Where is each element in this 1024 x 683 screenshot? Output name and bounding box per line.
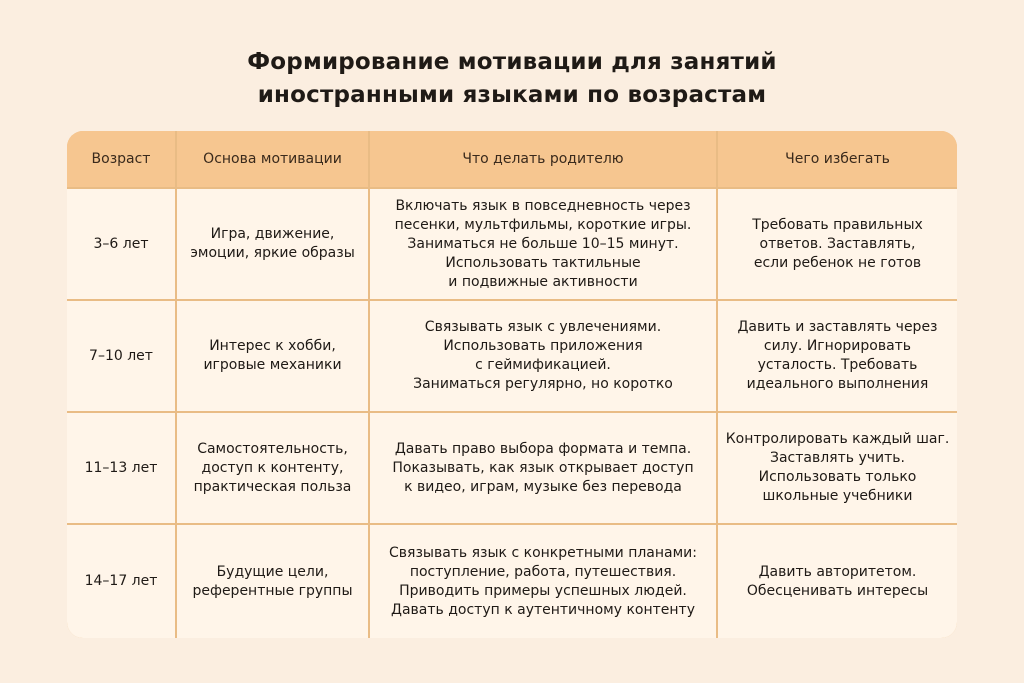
table-row-cell-basis: Будущие цели, референтные группы	[177, 525, 368, 638]
page-title	[0, 46, 1024, 112]
table-row-cell-age: 3–6 лет	[67, 189, 175, 299]
table-row-cell-age: 11–13 лет	[67, 413, 175, 523]
motivation-table	[67, 131, 957, 638]
table-row-cell-todo: Включать язык в повседневность через песенки, мультфильмы, короткие игры. Заниматься не больше 10–15 минут. Использовать тактильные и подвижные активности	[370, 189, 716, 299]
title-line-1: Формирование мотивации для занятий	[247, 49, 777, 75]
table-row-cell-avoid: Требовать правильных ответов. Заставлять, если ребенок не готов	[718, 189, 957, 299]
table-row-cell-avoid: Давить и заставлять через силу. Игнорировать усталость. Требовать идеального выполнения	[718, 301, 957, 411]
table-row-cell-todo: Давать право выбора формата и темпа. Показывать, как язык открывает доступ к видео, играм, музыке без перевода	[370, 413, 716, 523]
header-todo: Что делать родителю	[370, 131, 716, 187]
table-row-cell-avoid: Контролировать каждый шаг. Заставлять учить. Использовать только школьные учебники	[718, 413, 957, 523]
table-row-cell-age: 7–10 лет	[67, 301, 175, 411]
table-row-cell-basis: Интерес к хобби, игровые механики	[177, 301, 368, 411]
header-avoid: Чего избегать	[718, 131, 957, 187]
table-row-cell-todo: Связывать язык с увлечениями. Использовать приложения с геймификацией. Заниматься регулярно, но коротко	[370, 301, 716, 411]
header-basis: Основа мотивации	[177, 131, 368, 187]
table-row-cell-todo: Связывать язык с конкретными планами: поступление, работа, путешествия. Приводить примеры успешных людей. Давать доступ к аутентичному контенту	[370, 525, 716, 638]
table-row-cell-basis: Игра, движение, эмоции, яркие образы	[177, 189, 368, 299]
table-row-cell-avoid: Давить авторитетом. Обесценивать интересы	[718, 525, 957, 638]
table-row-cell-basis: Самостоятельность, доступ к контенту, практическая польза	[177, 413, 368, 523]
header-age: Возраст	[67, 131, 175, 187]
title-line-2: иностранными языками по возрастам	[257, 82, 767, 108]
table-row-cell-age: 14–17 лет	[67, 525, 175, 638]
